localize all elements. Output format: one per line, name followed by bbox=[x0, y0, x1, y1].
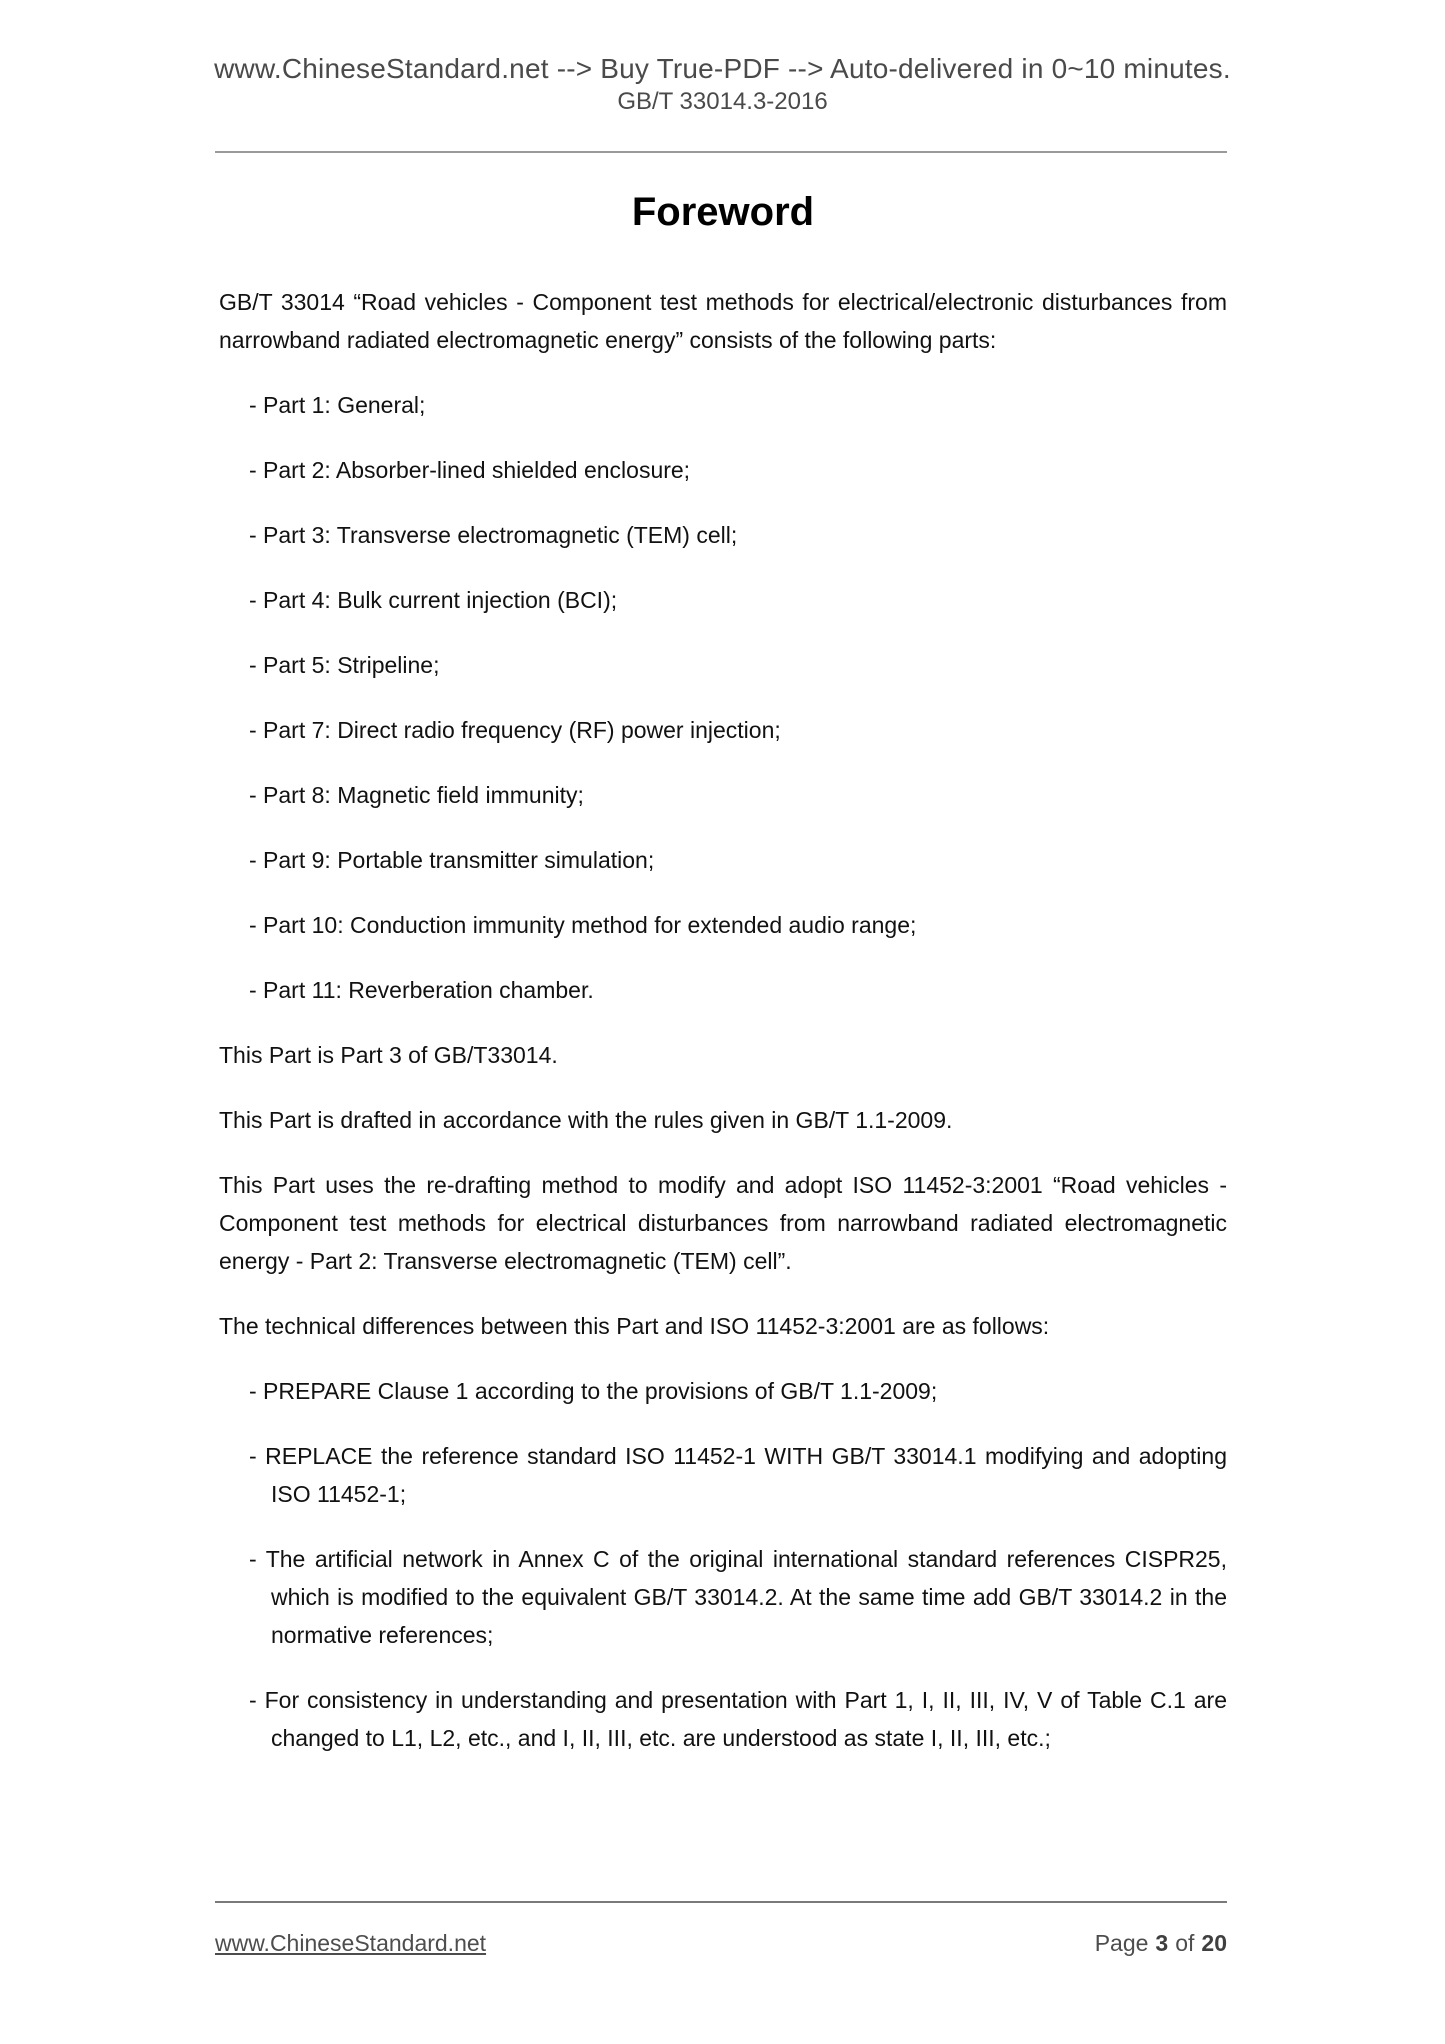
list-item: - Part 4: Bulk current injection (BCI); bbox=[249, 587, 618, 613]
page-footer bbox=[215, 1901, 1227, 1958]
list-item: - For consistency in understanding and presentation with Part 1, I, II, III, IV, V of Table C.1 are changed to L1, L2, etc., and I, II, III, etc. are understood as state I, II, III, etc.; bbox=[249, 1687, 1227, 1751]
standard-code: GB/T 33014.3-2016 bbox=[617, 88, 828, 115]
list-item: - Part 11: Reverberation chamber. bbox=[249, 977, 594, 1003]
paragraph: This Part uses the re-drafting method to modify and adopt ISO 11452-3:2001 “Road vehicles - Component test methods for electrical disturbances from narrowband radiated electromagnetic energy - Part 2: Transverse electromagnetic (TEM) cell”. bbox=[219, 1172, 1227, 1274]
document-body bbox=[219, 190, 1227, 1784]
header-rule bbox=[215, 151, 1227, 153]
list-item: - Part 7: Direct radio frequency (RF) power injection; bbox=[249, 717, 781, 743]
footer-rule bbox=[215, 1901, 1227, 1903]
footer-row bbox=[215, 1928, 1227, 1958]
paragraph: This Part is Part 3 of GB/T33014. bbox=[219, 1042, 558, 1068]
list-item: - Part 3: Transverse electromagnetic (TEM) cell; bbox=[249, 522, 738, 548]
page-connector-label: of bbox=[1175, 1930, 1195, 1956]
header-banner: www.ChineseStandard.net --> Buy True-PDF --> Auto-delivered in 0~10 minutes. bbox=[214, 53, 1231, 84]
differences-list bbox=[219, 1372, 1227, 1757]
parts-list bbox=[219, 386, 1227, 1009]
page-total: 20 bbox=[1201, 1930, 1227, 1956]
list-item: - Part 8: Magnetic field immunity; bbox=[249, 782, 584, 808]
intro-paragraph: GB/T 33014 “Road vehicles - Component test methods for electrical/electronic disturbances from narrowband radiated electromagnetic energy” consists of the following parts: bbox=[219, 289, 1227, 353]
page-current: 3 bbox=[1155, 1930, 1169, 1956]
list-item: - Part 9: Portable transmitter simulation; bbox=[249, 847, 655, 873]
page-title: Foreword bbox=[631, 190, 815, 234]
paragraph: The technical differences between this Part and ISO 11452-3:2001 are as follows: bbox=[219, 1313, 1050, 1339]
list-item: - Part 2: Absorber-lined shielded enclosure; bbox=[249, 457, 691, 483]
list-item: - REPLACE the reference standard ISO 11452-1 WITH GB/T 33014.1 modifying and adopting ISO 11452-1; bbox=[249, 1443, 1227, 1507]
list-item: - Part 5: Stripeline; bbox=[249, 652, 440, 678]
site-link[interactable]: www.ChineseStandard.net bbox=[215, 1930, 487, 1956]
list-item: - PREPARE Clause 1 according to the provisions of GB/T 1.1-2009; bbox=[249, 1378, 938, 1404]
page-indicator bbox=[1095, 1928, 1227, 1958]
list-item: - Part 1: General; bbox=[249, 392, 426, 418]
list-item: - The artificial network in Annex C of the original international standard references CISPR25, which is modified to the equivalent GB/T 33014.2. At the same time add GB/T 33014.2 in the normative references; bbox=[249, 1546, 1227, 1648]
page-prefix-label: Page bbox=[1094, 1930, 1149, 1956]
paragraph: This Part is drafted in accordance with the rules given in GB/T 1.1-2009. bbox=[219, 1107, 953, 1133]
list-item: - Part 10: Conduction immunity method for extended audio range; bbox=[249, 912, 917, 938]
